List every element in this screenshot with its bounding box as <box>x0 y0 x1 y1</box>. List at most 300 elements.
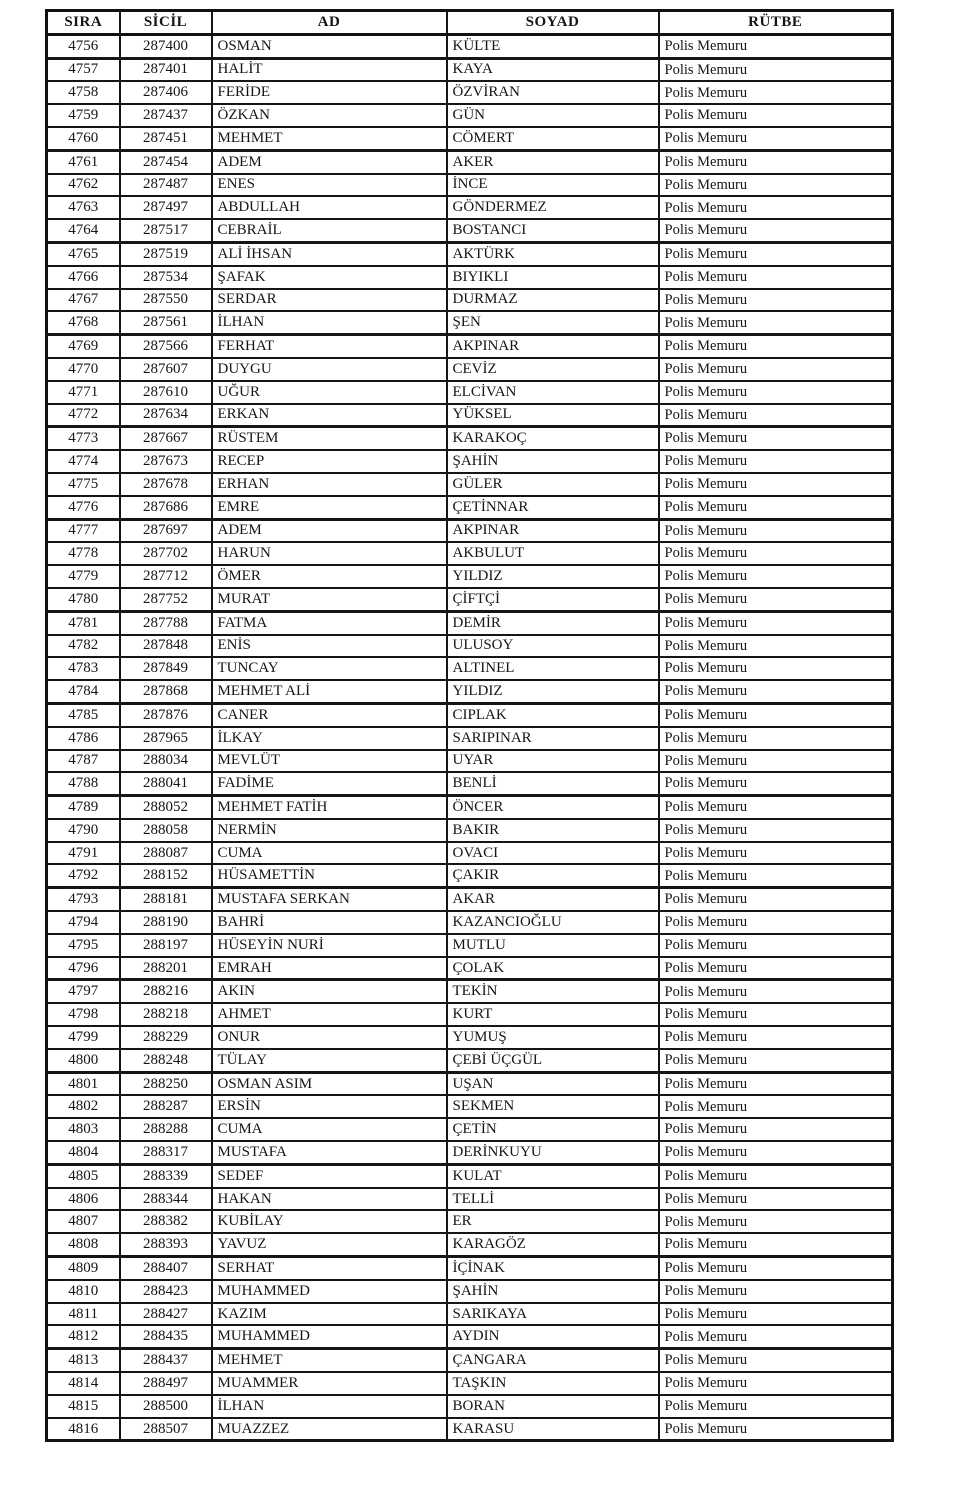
table-row <box>47 427 893 450</box>
table-row <box>47 335 893 358</box>
cell-sicil: 288250 <box>120 1072 212 1095</box>
table-row <box>47 381 893 404</box>
cell-rutbe: Polis Memuru <box>659 772 893 795</box>
cell-ad: NERMİN <box>212 819 447 842</box>
cell-sira: 4762 <box>47 174 120 197</box>
cell-ad: ERHAN <box>212 473 447 496</box>
cell-sira: 4776 <box>47 496 120 519</box>
cell-ad: BAHRİ <box>212 911 447 934</box>
cell-soyad: ALTINEL <box>447 657 659 680</box>
cell-sicil: 287519 <box>120 242 212 265</box>
cell-sicil: 288190 <box>120 911 212 934</box>
cell-ad: ADEM <box>212 519 447 542</box>
cell-ad: FERİDE <box>212 81 447 104</box>
table-row <box>47 565 893 588</box>
cell-ad: MUHAMMED <box>212 1325 447 1348</box>
cell-rutbe: Polis Memuru <box>659 635 893 658</box>
cell-rutbe: Polis Memuru <box>659 1003 893 1026</box>
cell-rutbe: Polis Memuru <box>659 404 893 427</box>
table-row <box>47 819 893 842</box>
cell-sira: 4767 <box>47 289 120 312</box>
cell-sicil: 288382 <box>120 1210 212 1233</box>
cell-soyad: GÖNDERMEZ <box>447 196 659 219</box>
table-row <box>47 242 893 265</box>
cell-sicil: 287788 <box>120 611 212 634</box>
cell-sira: 4758 <box>47 81 120 104</box>
cell-rutbe: Polis Memuru <box>659 1049 893 1072</box>
cell-sicil: 287534 <box>120 266 212 289</box>
cell-rutbe: Polis Memuru <box>659 565 893 588</box>
cell-soyad: AKER <box>447 150 659 173</box>
cell-rutbe: Polis Memuru <box>659 727 893 750</box>
column-header-ad: AD <box>212 11 447 35</box>
column-header-sicil: SİCİL <box>120 11 212 35</box>
table-row <box>47 980 893 1003</box>
cell-soyad: YÜKSEL <box>447 404 659 427</box>
cell-soyad: BOSTANCI <box>447 219 659 242</box>
table-row <box>47 957 893 980</box>
cell-sira: 4812 <box>47 1325 120 1348</box>
cell-ad: YAVUZ <box>212 1233 447 1256</box>
cell-ad: İLHAN <box>212 311 447 334</box>
cell-sicil: 287702 <box>120 542 212 565</box>
cell-soyad: KARAGÖZ <box>447 1233 659 1256</box>
cell-sicil: 287454 <box>120 150 212 173</box>
cell-ad: CUMA <box>212 1118 447 1141</box>
cell-soyad: UYAR <box>447 750 659 773</box>
table-row <box>47 174 893 197</box>
cell-sira: 4772 <box>47 404 120 427</box>
cell-ad: HALİT <box>212 58 447 81</box>
cell-sicil: 287697 <box>120 519 212 542</box>
cell-ad: RECEP <box>212 450 447 473</box>
table-row <box>47 703 893 726</box>
cell-sicil: 288041 <box>120 772 212 795</box>
cell-ad: TUNCAY <box>212 657 447 680</box>
cell-soyad: SEKMEN <box>447 1095 659 1118</box>
cell-soyad: DURMAZ <box>447 289 659 312</box>
table-row <box>47 1095 893 1118</box>
table-row <box>47 657 893 680</box>
cell-soyad: İÇİNAK <box>447 1257 659 1280</box>
cell-sira: 4806 <box>47 1188 120 1211</box>
table-row <box>47 1349 893 1372</box>
cell-sira: 4786 <box>47 727 120 750</box>
cell-rutbe: Polis Memuru <box>659 58 893 81</box>
cell-sira: 4808 <box>47 1233 120 1256</box>
cell-ad: MUSTAFA <box>212 1141 447 1164</box>
cell-ad: KAZIM <box>212 1303 447 1326</box>
cell-sicil: 287517 <box>120 219 212 242</box>
cell-ad: FATMA <box>212 611 447 634</box>
cell-ad: EMRE <box>212 496 447 519</box>
cell-rutbe: Polis Memuru <box>659 750 893 773</box>
cell-rutbe: Polis Memuru <box>659 1188 893 1211</box>
cell-soyad: ELCİVAN <box>447 381 659 404</box>
table-row <box>47 311 893 334</box>
cell-ad: MUHAMMED <box>212 1280 447 1303</box>
cell-rutbe: Polis Memuru <box>659 980 893 1003</box>
cell-sira: 4780 <box>47 588 120 611</box>
table-row <box>47 1188 893 1211</box>
cell-sira: 4784 <box>47 680 120 703</box>
cell-sicil: 288201 <box>120 957 212 980</box>
table-row <box>47 473 893 496</box>
cell-rutbe: Polis Memuru <box>659 150 893 173</box>
table-row <box>47 266 893 289</box>
cell-soyad: YUMUŞ <box>447 1026 659 1049</box>
table-row <box>47 542 893 565</box>
cell-ad: HARUN <box>212 542 447 565</box>
cell-sira: 4803 <box>47 1118 120 1141</box>
table-row <box>47 864 893 887</box>
cell-soyad: SARIPINAR <box>447 727 659 750</box>
cell-sira: 4814 <box>47 1372 120 1395</box>
table-row <box>47 519 893 542</box>
cell-ad: SERHAT <box>212 1257 447 1280</box>
cell-rutbe: Polis Memuru <box>659 196 893 219</box>
cell-sira: 4764 <box>47 219 120 242</box>
cell-sira: 4800 <box>47 1049 120 1072</box>
cell-sicil: 287451 <box>120 127 212 150</box>
cell-sira: 4792 <box>47 864 120 887</box>
cell-ad: KUBİLAY <box>212 1210 447 1233</box>
cell-rutbe: Polis Memuru <box>659 127 893 150</box>
table-row <box>47 1280 893 1303</box>
cell-soyad: KAZANCIOĞLU <box>447 911 659 934</box>
table-row <box>47 404 893 427</box>
cell-rutbe: Polis Memuru <box>659 1072 893 1095</box>
cell-sira: 4766 <box>47 266 120 289</box>
cell-rutbe: Polis Memuru <box>659 34 893 58</box>
cell-ad: MEVLÜT <box>212 750 447 773</box>
cell-sicil: 288152 <box>120 864 212 887</box>
cell-sicil: 288407 <box>120 1257 212 1280</box>
table-row <box>47 911 893 934</box>
cell-sicil: 288339 <box>120 1164 212 1187</box>
cell-sira: 4789 <box>47 796 120 819</box>
cell-soyad: TEKİN <box>447 980 659 1003</box>
cell-ad: DUYGU <box>212 358 447 381</box>
cell-soyad: KÜLTE <box>447 34 659 58</box>
cell-sicil: 287876 <box>120 703 212 726</box>
table-row <box>47 1418 893 1441</box>
cell-sicil: 287667 <box>120 427 212 450</box>
column-header-sira: SIRA <box>47 11 120 35</box>
table-row <box>47 450 893 473</box>
cell-sira: 4759 <box>47 104 120 127</box>
cell-ad: SERDAR <box>212 289 447 312</box>
table-row <box>47 58 893 81</box>
cell-sicil: 288229 <box>120 1026 212 1049</box>
personnel-roster-table <box>45 9 894 1442</box>
cell-sira: 4809 <box>47 1257 120 1280</box>
cell-rutbe: Polis Memuru <box>659 796 893 819</box>
cell-rutbe: Polis Memuru <box>659 1118 893 1141</box>
cell-soyad: BORAN <box>447 1395 659 1418</box>
cell-sira: 4811 <box>47 1303 120 1326</box>
cell-sira: 4810 <box>47 1280 120 1303</box>
cell-sicil: 288216 <box>120 980 212 1003</box>
cell-soyad: ŞAHİN <box>447 450 659 473</box>
cell-sira: 4787 <box>47 750 120 773</box>
cell-sicil: 288287 <box>120 1095 212 1118</box>
table-row <box>47 772 893 795</box>
cell-sira: 4760 <box>47 127 120 150</box>
cell-rutbe: Polis Memuru <box>659 450 893 473</box>
cell-sira: 4757 <box>47 58 120 81</box>
cell-sira: 4802 <box>47 1095 120 1118</box>
cell-sicil: 288087 <box>120 842 212 865</box>
cell-ad: İLKAY <box>212 727 447 750</box>
cell-sicil: 287610 <box>120 381 212 404</box>
cell-sicil: 287634 <box>120 404 212 427</box>
table-row <box>47 888 893 911</box>
cell-rutbe: Polis Memuru <box>659 1141 893 1164</box>
table-row <box>47 611 893 634</box>
cell-soyad: GÜN <box>447 104 659 127</box>
cell-sira: 4794 <box>47 911 120 934</box>
cell-ad: OSMAN <box>212 34 447 58</box>
table-row <box>47 1233 893 1256</box>
cell-sira: 4770 <box>47 358 120 381</box>
cell-soyad: AKPINAR <box>447 335 659 358</box>
cell-sicil: 287487 <box>120 174 212 197</box>
cell-rutbe: Polis Memuru <box>659 519 893 542</box>
table-row <box>47 1141 893 1164</box>
cell-sicil: 288393 <box>120 1233 212 1256</box>
cell-sicil: 288507 <box>120 1418 212 1441</box>
cell-ad: CANER <box>212 703 447 726</box>
cell-soyad: KULAT <box>447 1164 659 1187</box>
cell-ad: CEBRAİL <box>212 219 447 242</box>
cell-rutbe: Polis Memuru <box>659 588 893 611</box>
table-row <box>47 1395 893 1418</box>
cell-ad: ONUR <box>212 1026 447 1049</box>
cell-soyad: KAYA <box>447 58 659 81</box>
cell-rutbe: Polis Memuru <box>659 911 893 934</box>
cell-ad: ABDULLAH <box>212 196 447 219</box>
cell-sicil: 288288 <box>120 1118 212 1141</box>
cell-sira: 4785 <box>47 703 120 726</box>
cell-rutbe: Polis Memuru <box>659 680 893 703</box>
cell-ad: AHMET <box>212 1003 447 1026</box>
table-row <box>47 842 893 865</box>
cell-ad: ŞAFAK <box>212 266 447 289</box>
cell-sicil: 287550 <box>120 289 212 312</box>
cell-soyad: BIYIKLI <box>447 266 659 289</box>
table-row <box>47 1049 893 1072</box>
cell-soyad: ÇİFTÇİ <box>447 588 659 611</box>
cell-sira: 4778 <box>47 542 120 565</box>
cell-sira: 4761 <box>47 150 120 173</box>
cell-rutbe: Polis Memuru <box>659 219 893 242</box>
cell-ad: MUAMMER <box>212 1372 447 1395</box>
cell-sicil: 287678 <box>120 473 212 496</box>
cell-soyad: AKAR <box>447 888 659 911</box>
cell-soyad: ER <box>447 1210 659 1233</box>
cell-sicil: 287401 <box>120 58 212 81</box>
cell-ad: MURAT <box>212 588 447 611</box>
cell-sicil: 287437 <box>120 104 212 127</box>
table-row <box>47 1003 893 1026</box>
table-row <box>47 1372 893 1395</box>
table-row <box>47 81 893 104</box>
cell-sicil: 287686 <box>120 496 212 519</box>
cell-rutbe: Polis Memuru <box>659 1026 893 1049</box>
cell-ad: FERHAT <box>212 335 447 358</box>
table-row <box>47 1210 893 1233</box>
cell-soyad: AKBULUT <box>447 542 659 565</box>
cell-rutbe: Polis Memuru <box>659 311 893 334</box>
table-row <box>47 1118 893 1141</box>
cell-sira: 4775 <box>47 473 120 496</box>
cell-rutbe: Polis Memuru <box>659 1303 893 1326</box>
cell-rutbe: Polis Memuru <box>659 1095 893 1118</box>
cell-sicil: 287752 <box>120 588 212 611</box>
cell-sicil: 288034 <box>120 750 212 773</box>
cell-rutbe: Polis Memuru <box>659 1233 893 1256</box>
table-header <box>47 11 893 35</box>
table-row <box>47 219 893 242</box>
cell-ad: MEHMET ALİ <box>212 680 447 703</box>
cell-rutbe: Polis Memuru <box>659 496 893 519</box>
cell-rutbe: Polis Memuru <box>659 81 893 104</box>
cell-sira: 4815 <box>47 1395 120 1418</box>
cell-sicil: 287607 <box>120 358 212 381</box>
cell-soyad: ULUSOY <box>447 635 659 658</box>
table-row <box>47 34 893 58</box>
table-row <box>47 635 893 658</box>
cell-rutbe: Polis Memuru <box>659 1280 893 1303</box>
cell-soyad: ÇETİNNAR <box>447 496 659 519</box>
cell-soyad: BAKIR <box>447 819 659 842</box>
cell-sicil: 288197 <box>120 934 212 957</box>
cell-rutbe: Polis Memuru <box>659 266 893 289</box>
cell-sira: 4773 <box>47 427 120 450</box>
cell-rutbe: Polis Memuru <box>659 289 893 312</box>
column-header-rutbe: RÜTBE <box>659 11 893 35</box>
cell-ad: HÜSAMETTİN <box>212 864 447 887</box>
cell-ad: ÖZKAN <box>212 104 447 127</box>
cell-sicil: 287561 <box>120 311 212 334</box>
cell-sira: 4777 <box>47 519 120 542</box>
cell-sira: 4774 <box>47 450 120 473</box>
table-row <box>47 1303 893 1326</box>
cell-rutbe: Polis Memuru <box>659 1257 893 1280</box>
header-row <box>47 11 893 35</box>
cell-sicil: 288500 <box>120 1395 212 1418</box>
cell-rutbe: Polis Memuru <box>659 335 893 358</box>
cell-sira: 4765 <box>47 242 120 265</box>
cell-rutbe: Polis Memuru <box>659 1418 893 1441</box>
cell-sira: 4782 <box>47 635 120 658</box>
cell-ad: ADEM <box>212 150 447 173</box>
cell-sira: 4813 <box>47 1349 120 1372</box>
cell-sicil: 287566 <box>120 335 212 358</box>
cell-soyad: ÇEBİ ÜÇGÜL <box>447 1049 659 1072</box>
cell-soyad: GÜLER <box>447 473 659 496</box>
cell-sira: 4768 <box>47 311 120 334</box>
cell-sicil: 288317 <box>120 1141 212 1164</box>
cell-ad: ERKAN <box>212 404 447 427</box>
cell-sicil: 287849 <box>120 657 212 680</box>
cell-sira: 4781 <box>47 611 120 634</box>
cell-sicil: 287673 <box>120 450 212 473</box>
table-row <box>47 150 893 173</box>
table-row <box>47 104 893 127</box>
cell-rutbe: Polis Memuru <box>659 1349 893 1372</box>
cell-sicil: 288218 <box>120 1003 212 1026</box>
cell-rutbe: Polis Memuru <box>659 104 893 127</box>
cell-rutbe: Polis Memuru <box>659 242 893 265</box>
cell-soyad: AKTÜRK <box>447 242 659 265</box>
cell-ad: RÜSTEM <box>212 427 447 450</box>
cell-soyad: ÖNCER <box>447 796 659 819</box>
table-row <box>47 1072 893 1095</box>
cell-soyad: MUTLU <box>447 934 659 957</box>
cell-sira: 4804 <box>47 1141 120 1164</box>
table-row <box>47 750 893 773</box>
cell-rutbe: Polis Memuru <box>659 358 893 381</box>
cell-soyad: TAŞKIN <box>447 1372 659 1395</box>
cell-sira: 4816 <box>47 1418 120 1441</box>
table-row <box>47 289 893 312</box>
cell-ad: MUSTAFA SERKAN <box>212 888 447 911</box>
cell-ad: ENİS <box>212 635 447 658</box>
cell-soyad: ÇETİN <box>447 1118 659 1141</box>
table-row <box>47 680 893 703</box>
cell-soyad: DEMİR <box>447 611 659 634</box>
cell-soyad: AYDIN <box>447 1325 659 1348</box>
cell-rutbe: Polis Memuru <box>659 957 893 980</box>
cell-soyad: YILDIZ <box>447 565 659 588</box>
cell-ad: İLHAN <box>212 1395 447 1418</box>
cell-rutbe: Polis Memuru <box>659 934 893 957</box>
cell-rutbe: Polis Memuru <box>659 611 893 634</box>
cell-ad: FADİME <box>212 772 447 795</box>
cell-soyad: DERİNKUYU <box>447 1141 659 1164</box>
cell-rutbe: Polis Memuru <box>659 657 893 680</box>
cell-sicil: 287400 <box>120 34 212 58</box>
cell-ad: MEHMET <box>212 1349 447 1372</box>
cell-sira: 4805 <box>47 1164 120 1187</box>
cell-soyad: İNCE <box>447 174 659 197</box>
cell-sira: 4807 <box>47 1210 120 1233</box>
cell-soyad: KURT <box>447 1003 659 1026</box>
cell-soyad: KARAKOÇ <box>447 427 659 450</box>
table-row <box>47 1325 893 1348</box>
cell-sira: 4790 <box>47 819 120 842</box>
table-row <box>47 1026 893 1049</box>
cell-ad: MEHMET <box>212 127 447 150</box>
cell-soyad: CÖMERT <box>447 127 659 150</box>
cell-sicil: 287848 <box>120 635 212 658</box>
cell-ad: ERSİN <box>212 1095 447 1118</box>
cell-ad: HAKAN <box>212 1188 447 1211</box>
cell-sira: 4783 <box>47 657 120 680</box>
column-header-soyad: SOYAD <box>447 11 659 35</box>
cell-ad: ALİ İHSAN <box>212 242 447 265</box>
cell-ad: ÖMER <box>212 565 447 588</box>
cell-soyad: ÇOLAK <box>447 957 659 980</box>
cell-sira: 4779 <box>47 565 120 588</box>
cell-sicil: 287868 <box>120 680 212 703</box>
cell-ad: MUAZZEZ <box>212 1418 447 1441</box>
cell-sira: 4771 <box>47 381 120 404</box>
cell-sicil: 288052 <box>120 796 212 819</box>
cell-sira: 4763 <box>47 196 120 219</box>
